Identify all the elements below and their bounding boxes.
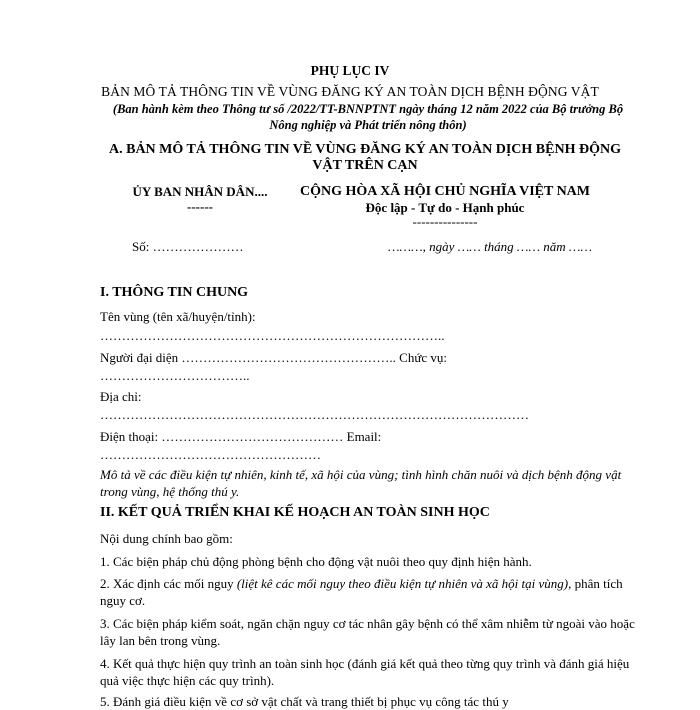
national-motto: Độc lập - Tự do - Hạnh phúc xyxy=(365,200,525,215)
section-2-intro: Nội dung chính bao gồm: xyxy=(100,531,233,546)
document-date: ………, ngày …… tháng …… năm …… xyxy=(388,239,593,254)
appendix-title: PHỤ LỤC IV xyxy=(310,63,390,78)
left-dashes: ------ xyxy=(187,199,213,214)
region-name-label: Tên vùng (tên xã/huyện/tỉnh): xyxy=(100,309,256,324)
left-agency: ỦY BAN NHÂN DÂN.... xyxy=(132,184,268,199)
item-3: 3. Các biện pháp kiểm soát, ngăn chặn nguy cơ tác nhân gây bệnh có thể xâm nhiễm từ ngoài vào hoặc lây lan bên trong vùng. xyxy=(100,616,635,648)
representative-line: Người đại diện ………………………………………….. Chức vụ: xyxy=(100,350,448,365)
issuance-note: (Ban hành kèm theo Thông tư số /2022/TT-BNNPTNT ngày tháng 12 năm 2022 của Bộ trưởng Bộ Nông nghiệp và Phát triển nông thôn) xyxy=(112,102,624,132)
motto-dashes: --------------- xyxy=(412,214,478,229)
nation-title: CỘNG HÒA XÃ HỘI CHỦ NGHĨA VIỆT NAM xyxy=(299,184,590,199)
item-2-end: , phân tích nguy cơ. xyxy=(100,576,623,608)
item-2-start: 2. Xác định các mối nguy xyxy=(100,576,237,591)
item-2-italic: (liệt kê các mối nguy theo điều kiện tự nhiên và xã hội tại vùng) xyxy=(236,576,569,591)
region-description: Mô tả về các điều kiện tự nhiên, kinh tế, xã hội của vùng; tình hình chăn nuôi và dịch bệnh động vật trong vùng, hệ thống thú y. xyxy=(100,467,622,499)
document-title: BẢN MÔ TẢ THÔNG TIN VỀ VÙNG ĐĂNG KÝ AN TOÀN DỊCH BỆNH ĐỘNG VẬT xyxy=(101,84,599,99)
phone-email-line: Điện thoại: …………………………………… Email: xyxy=(100,429,382,444)
item-5-partial: 5. Đánh giá điều kiện về cơ sở vật chất và trang thiết bị phục vụ công tác thú y xyxy=(100,694,509,709)
address-dots: ……………………………………………………………………………………… xyxy=(100,407,529,422)
position-dots: …………………………….. xyxy=(100,368,250,383)
section-a-title: A. BẢN MÔ TẢ THÔNG TIN VỀ VÙNG ĐĂNG KÝ AN TOÀN DỊCH BỆNH ĐỘNG VẬT TRÊN CẠN xyxy=(109,142,621,173)
document-number: Số: ………………… xyxy=(132,239,244,254)
item-4: 4. Kết quả thực hiện quy trình an toàn sinh học (đánh giá kết quả theo từng quy trình và đánh giá hiệu quả việc thực hiện các quy trình). xyxy=(100,656,630,688)
region-name-dots: …………………………………………………………………….. xyxy=(100,328,445,343)
section-2-title: II. KẾT QUẢ TRIỂN KHAI KẾ HOẠCH AN TOÀN SINH HỌC xyxy=(100,505,490,520)
email-dots: …………………………………………… xyxy=(100,447,321,462)
section-1-title: I. THÔNG TIN CHUNG xyxy=(100,285,249,300)
item-2 xyxy=(100,575,640,609)
item-1: 1. Các biện pháp chủ động phòng bệnh cho động vật nuôi theo quy định hiện hành. xyxy=(100,554,532,569)
address-label: Địa chỉ: xyxy=(100,389,142,404)
